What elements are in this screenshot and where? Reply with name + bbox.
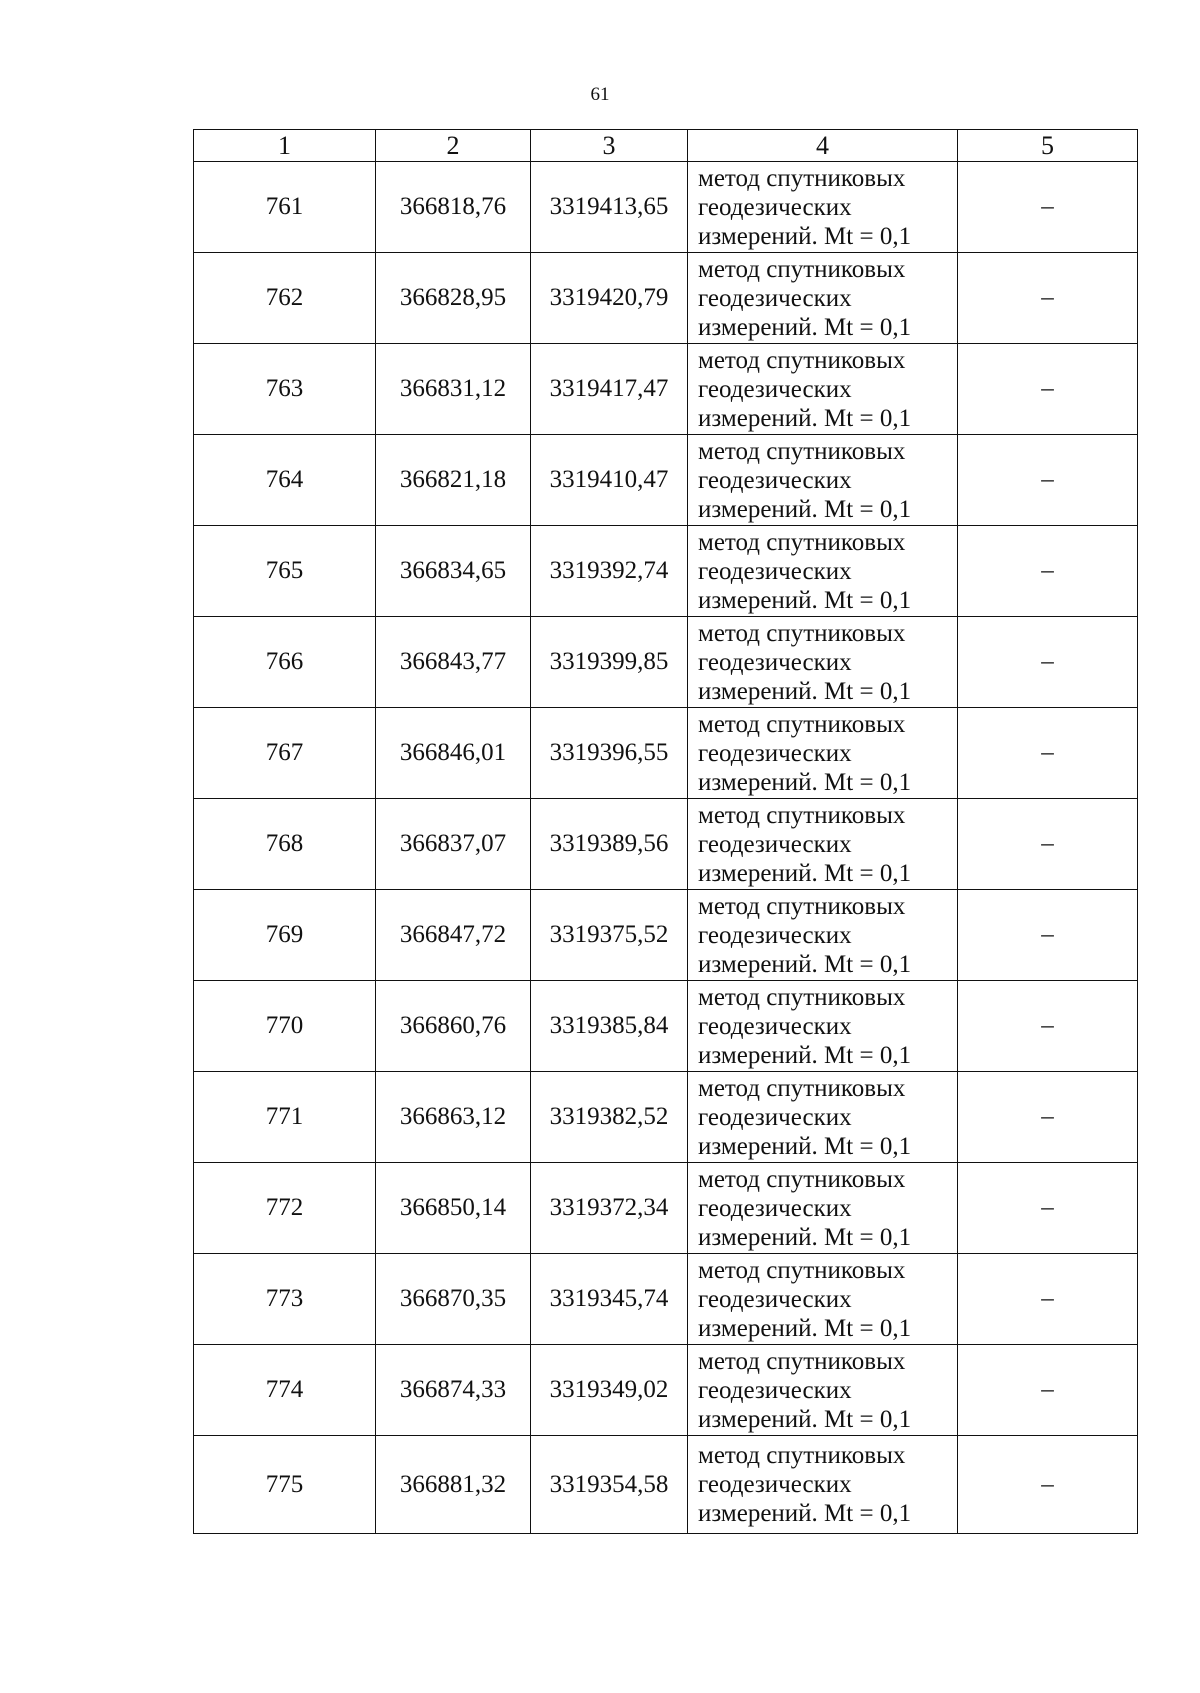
coordinate-y: 3319382,52 [531, 1072, 688, 1163]
method-line: измерений. Mt = 0,1 [698, 1041, 912, 1069]
coordinate-x: 366834,65 [376, 526, 531, 617]
column-5-value: – [958, 890, 1138, 981]
method-description [688, 1254, 958, 1345]
coordinate-x: 366847,72 [376, 890, 531, 981]
coordinate-x: 366818,76 [376, 162, 531, 253]
method-description [688, 1072, 958, 1163]
method-description [688, 1163, 958, 1254]
coordinate-x: 366860,76 [376, 981, 531, 1072]
table-body [194, 162, 1138, 1534]
column-5-value: – [958, 435, 1138, 526]
coordinate-y: 3319349,02 [531, 1345, 688, 1436]
coordinate-x: 366831,12 [376, 344, 531, 435]
table-row [194, 526, 1138, 617]
coordinate-y: 3319375,52 [531, 890, 688, 981]
point-number: 772 [194, 1163, 376, 1254]
table-header [194, 130, 1138, 162]
method-line: метод спутниковых [698, 255, 906, 283]
method-line: метод спутниковых [698, 1442, 906, 1469]
point-number: 771 [194, 1072, 376, 1163]
method-line: измерений. Mt = 0,1 [698, 859, 912, 887]
coordinate-x: 366821,18 [376, 435, 531, 526]
method-line: метод спутниковых [698, 801, 906, 829]
point-number: 767 [194, 708, 376, 799]
method-line: метод спутниковых [698, 346, 906, 374]
column-5-value: – [958, 799, 1138, 890]
point-number: 768 [194, 799, 376, 890]
method-line: геодезических [698, 557, 852, 585]
column-5-value: – [958, 617, 1138, 708]
method-line: метод спутниковых [698, 710, 906, 738]
coordinate-x: 366846,01 [376, 708, 531, 799]
column-5-value: – [958, 1163, 1138, 1254]
method-description [688, 890, 958, 981]
method-description [688, 526, 958, 617]
coordinate-y: 3319396,55 [531, 708, 688, 799]
coordinate-x: 366881,32 [376, 1436, 531, 1534]
column-5-value: – [958, 1254, 1138, 1345]
coordinate-x: 366870,35 [376, 1254, 531, 1345]
column-5-value: – [958, 526, 1138, 617]
method-description [688, 344, 958, 435]
coordinate-x: 366843,77 [376, 617, 531, 708]
method-description [688, 708, 958, 799]
table-row [194, 1436, 1138, 1534]
method-line: измерений. Mt = 0,1 [698, 586, 912, 614]
method-line: геодезических [698, 921, 852, 949]
method-line: измерений. Mt = 0,1 [698, 677, 912, 705]
column-5-value: – [958, 162, 1138, 253]
method-line: геодезических [698, 284, 852, 312]
method-line: метод спутниковых [698, 528, 906, 556]
method-line: геодезических [698, 830, 852, 858]
method-line: измерений. Mt = 0,1 [698, 1223, 912, 1251]
point-number: 773 [194, 1254, 376, 1345]
method-description [688, 1436, 958, 1534]
page-number: 61 [590, 84, 610, 105]
table-row [194, 1254, 1138, 1345]
coordinates-table [193, 129, 1138, 1534]
method-line: измерений. Mt = 0,1 [698, 495, 912, 523]
coordinate-y: 3319392,74 [531, 526, 688, 617]
coordinate-x: 366850,14 [376, 1163, 531, 1254]
table-row [194, 981, 1138, 1072]
point-number: 770 [194, 981, 376, 1072]
method-line: геодезических [698, 1471, 852, 1498]
coordinate-y: 3319420,79 [531, 253, 688, 344]
method-line: метод спутниковых [698, 164, 906, 192]
coordinate-x: 366828,95 [376, 253, 531, 344]
point-number: 775 [194, 1436, 376, 1534]
method-line: геодезических [698, 1376, 852, 1404]
point-number: 761 [194, 162, 376, 253]
point-number: 774 [194, 1345, 376, 1436]
method-line: геодезических [698, 466, 852, 494]
method-line: геодезических [698, 1103, 852, 1131]
method-line: измерений. Mt = 0,1 [698, 404, 912, 432]
coordinate-x: 366863,12 [376, 1072, 531, 1163]
header-col-5: 5 [958, 130, 1138, 162]
coordinate-y: 3319399,85 [531, 617, 688, 708]
method-line: измерений. Mt = 0,1 [698, 1132, 912, 1160]
method-description [688, 617, 958, 708]
method-line: метод спутниковых [698, 619, 906, 647]
point-number: 762 [194, 253, 376, 344]
coordinate-x: 366874,33 [376, 1345, 531, 1436]
header-col-4: 4 [688, 130, 958, 162]
coordinate-y: 3319345,74 [531, 1254, 688, 1345]
column-5-value: – [958, 981, 1138, 1072]
coordinate-y: 3319385,84 [531, 981, 688, 1072]
header-col-3: 3 [531, 130, 688, 162]
coordinate-y: 3319354,58 [531, 1436, 688, 1534]
table-row [194, 253, 1138, 344]
method-line: метод спутниковых [698, 983, 906, 1011]
column-5-value: – [958, 253, 1138, 344]
method-description [688, 799, 958, 890]
point-number: 764 [194, 435, 376, 526]
method-line: геодезических [698, 1285, 852, 1313]
table-row [194, 1072, 1138, 1163]
table-row [194, 890, 1138, 981]
table-row [194, 708, 1138, 799]
method-line: метод спутниковых [698, 1347, 906, 1375]
method-line: измерений. Mt = 0,1 [698, 950, 912, 978]
method-line: геодезических [698, 739, 852, 767]
method-line: геодезических [698, 375, 852, 403]
coordinate-y: 3319410,47 [531, 435, 688, 526]
method-description [688, 162, 958, 253]
method-line: измерений. Mt = 0,1 [698, 768, 912, 796]
method-line: геодезических [698, 1012, 852, 1040]
table-row [194, 617, 1138, 708]
method-line: метод спутниковых [698, 1074, 906, 1102]
column-5-value: – [958, 1345, 1138, 1436]
method-line: метод спутниковых [698, 1165, 906, 1193]
coordinate-y: 3319372,34 [531, 1163, 688, 1254]
method-description [688, 981, 958, 1072]
method-line: метод спутниковых [698, 892, 906, 920]
method-line: метод спутниковых [698, 1256, 906, 1284]
table-row [194, 799, 1138, 890]
header-col-2: 2 [376, 130, 531, 162]
method-line: измерений. Mt = 0,1 [698, 222, 912, 250]
table-row [194, 1163, 1138, 1254]
method-line: измерений. Mt = 0,1 [698, 313, 912, 341]
column-5-value: – [958, 708, 1138, 799]
method-description [688, 253, 958, 344]
header-row [194, 130, 1138, 162]
column-5-value: – [958, 1072, 1138, 1163]
method-line: измерений. Mt = 0,1 [698, 1405, 912, 1433]
method-line: измерений. Mt = 0,1 [698, 1314, 912, 1342]
point-number: 769 [194, 890, 376, 981]
table-row [194, 162, 1138, 253]
point-number: 763 [194, 344, 376, 435]
method-line: геодезических [698, 1194, 852, 1222]
coordinate-x: 366837,07 [376, 799, 531, 890]
coordinate-y: 3319389,56 [531, 799, 688, 890]
column-5-value: – [958, 1436, 1138, 1534]
method-description [688, 1345, 958, 1436]
method-line: метод спутниковых [698, 437, 906, 465]
table-row [194, 435, 1138, 526]
method-line: измерений. Mt = 0,1 [698, 1500, 912, 1527]
table-row [194, 1345, 1138, 1436]
coordinate-y: 3319417,47 [531, 344, 688, 435]
method-line: геодезических [698, 648, 852, 676]
coordinate-y: 3319413,65 [531, 162, 688, 253]
point-number: 766 [194, 617, 376, 708]
header-col-1: 1 [194, 130, 376, 162]
method-line: геодезических [698, 193, 852, 221]
point-number: 765 [194, 526, 376, 617]
table-row [194, 344, 1138, 435]
method-description [688, 435, 958, 526]
column-5-value: – [958, 344, 1138, 435]
